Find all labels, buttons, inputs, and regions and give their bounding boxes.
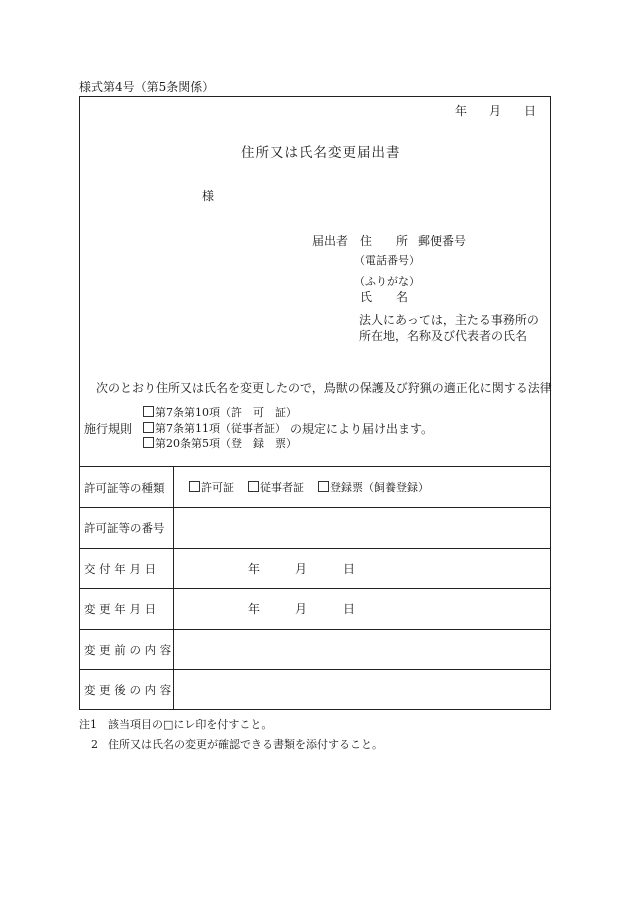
type-option-registration-label: 登録票（飼養登録） [330,481,429,494]
furigana-label: （ふりがな） [354,275,420,288]
row-label-permit-number: 許可証等の番号 [84,521,165,535]
table-column-divider [173,466,174,709]
issue-date-year: 年 [248,562,261,576]
rules-label: 施行規則 [84,422,133,436]
type-option-worker-label: 従事者証 [260,481,304,494]
rule-option-2-checkbox[interactable] [143,422,154,433]
issue-date-month: 月 [295,562,308,576]
row-label-before-change: 変 更 前 の 内 容 [84,643,172,657]
rule-option-3-label: 第20条第5項（登 録 票） [155,437,297,450]
type-option-worker[interactable] [248,481,304,495]
rule-option-1-checkbox[interactable] [143,406,154,417]
date-month-label: 月 [489,104,502,118]
note-2-number: 2 [91,738,98,751]
type-option-permit-label: 許可証 [201,481,234,494]
rule-option-2-label: 第7条第11項（従事者証） [155,422,286,435]
table-row-divider [79,548,551,549]
change-date-day: 日 [343,602,356,616]
form-frame [79,96,551,710]
table-row-divider [79,507,551,508]
note-1-number: 注1 [79,718,97,731]
rule-option-1[interactable] [143,406,297,420]
type-option-permit-checkbox[interactable] [189,481,200,492]
addressee-suffix: 様 [202,189,215,203]
statement-suffix: の規定により届け出ます。 [290,422,434,436]
date-year-label: 年 [455,104,468,118]
table-row-divider [79,629,551,630]
change-date-year: 年 [248,602,261,616]
rule-option-2[interactable] [143,422,286,436]
note-1-text: 該当項目の□にレ印を付すこと。 [108,718,273,731]
note-2-text: 住所又は氏名の変更が確認できる書類を添付すること。 [108,738,383,751]
row-label-after-change: 変 更 後 の 内 容 [84,683,172,697]
row-label-permit-type: 許可証等の種類 [84,481,165,495]
row-label-change-date: 変 更 年 月 日 [84,602,157,616]
corp-note-line1: 法人にあっては，主たる事務所の [359,313,539,327]
phone-label: （電話番号） [354,254,420,267]
statement-line1: 次のとおり住所又は氏名を変更したので，鳥獣の保護及び狩猟の適正化に関する法律 [96,381,552,395]
issue-date-day: 日 [343,562,356,576]
name-label: 氏 名 [360,290,409,304]
table-row-divider [79,669,551,670]
type-option-registration-checkbox[interactable] [318,481,329,492]
rule-option-3[interactable] [143,437,297,451]
form-id: 様式第4号（第5条関係） [79,80,215,94]
date-day-label: 日 [524,104,537,118]
notifier-label: 届出者 [312,234,349,248]
type-option-registration[interactable] [318,481,429,495]
rule-option-3-checkbox[interactable] [143,437,154,448]
postal-code-label: 郵便番号 [418,234,467,248]
rule-option-1-label: 第7条第10項（許 可 証） [155,406,297,419]
change-date-month: 月 [295,602,308,616]
row-label-issue-date: 交 付 年 月 日 [84,562,157,576]
document-title: 住所又は氏名変更届出書 [241,145,401,161]
table-row-divider [79,588,551,589]
corp-note-line2: 所在地，名称及び代表者の氏名 [359,329,528,343]
type-option-worker-checkbox[interactable] [248,481,259,492]
table-top-border [79,466,551,467]
type-option-permit[interactable] [189,481,234,495]
address-label: 住 所 [360,234,409,248]
